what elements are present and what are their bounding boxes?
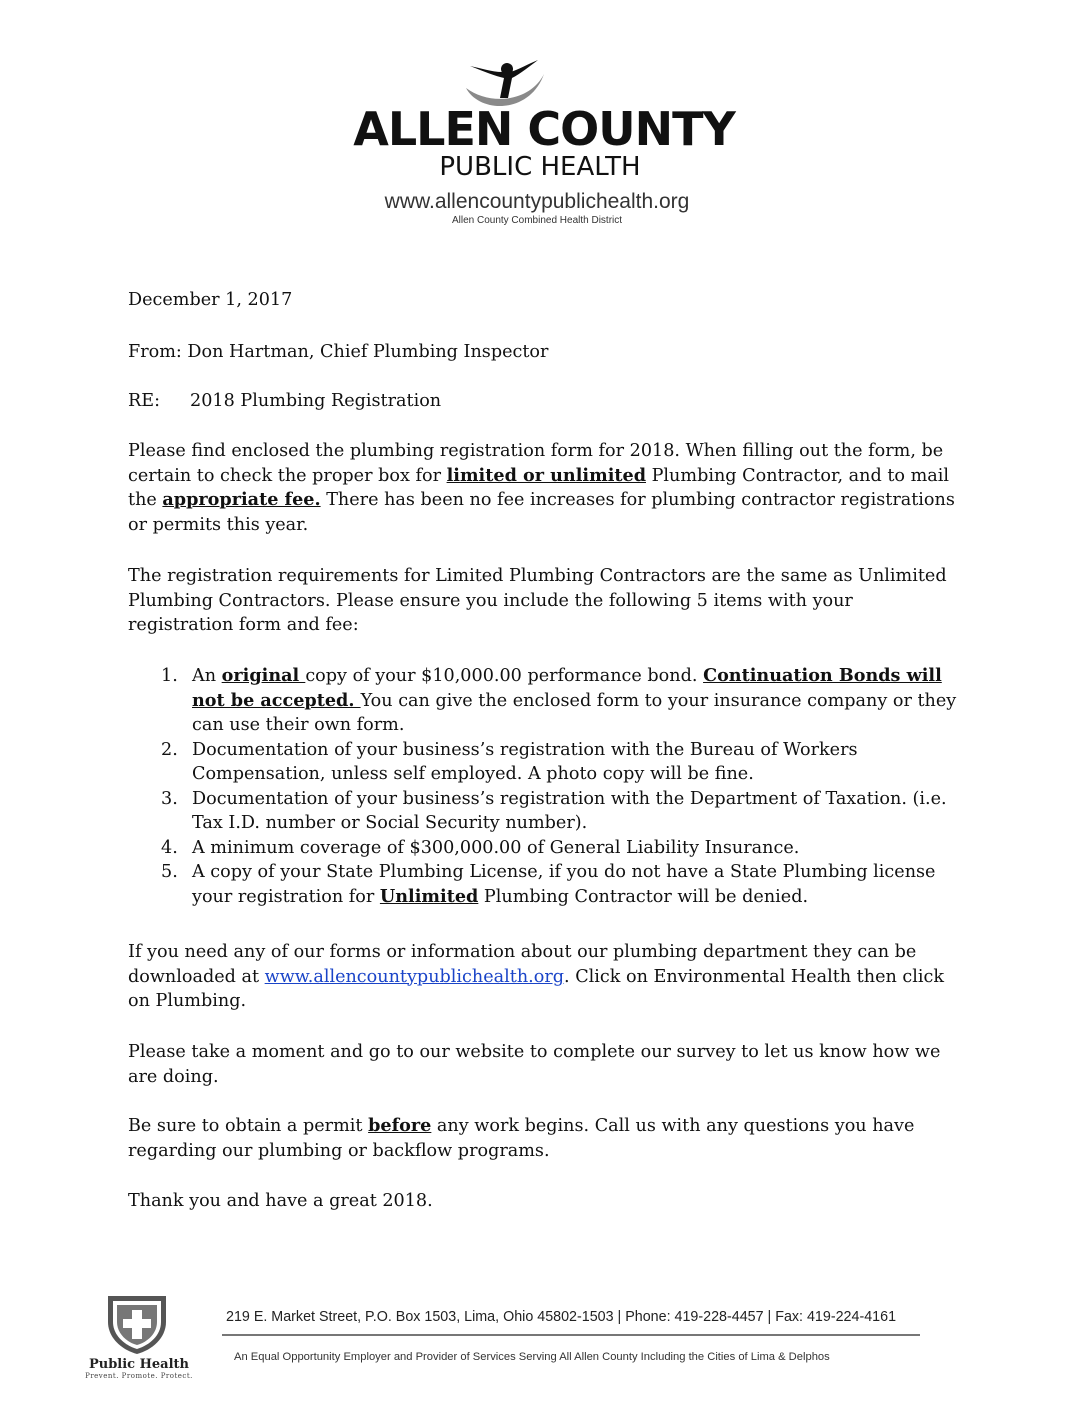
list-item: 2. Documentation of your business’s registration with the Bureau of Workers Compensation, unless self employed. A photo copy will be fine. [161,739,858,784]
org-district: Allen County Combined Health District [451,215,623,226]
footer-brand: Public Health [88,1357,189,1372]
footer-eeo-statement: An Equal Opportunity Employer and Provider of Services Serving All Allen County Including the Cities of Lima & Delphos [234,1351,830,1363]
paragraph-forms-download: If you need any of our forms or information about our plumbing department they can be downloaded at www.allencountypublichealth.org. Click on Environmental Health then click on Plumbing. [128,942,945,1011]
re-subject: 2018 Plumbing Registration [190,391,442,411]
paragraph-requirements: The registration requirements for Limited Plumbing Contractors are the same as Unlimited Plumbing Contractors. Please ensure you include the following 5 items with your registration form and fee: [128,566,947,635]
public-health-shield-logo-icon [100,1292,174,1356]
requirements-list [128,664,963,909]
emphasis-original: original [221,665,306,686]
emphasis-appropriate-fee: appropriate fee. [162,489,321,510]
paragraph-survey: Please take a moment and go to our website to complete our survey to let us know how we are doing. [128,1042,941,1087]
org-subtitle: PUBLIC HEALTH [439,152,641,182]
re-label: RE: [128,391,161,411]
footer-divider [222,1334,920,1336]
emphasis-before: before [368,1115,432,1136]
letter-date: December 1, 2017 [128,290,293,310]
list-item: 4. A minimum coverage of $300,000.00 of General Liability Insurance. [161,837,800,858]
paragraph-permit: Be sure to obtain a permit before any work begins. Call us with any questions you have regarding our plumbing or backflow programs. [128,1115,915,1161]
website-link[interactable]: www.allencountypublichealth.org [264,966,565,987]
emphasis-unlimited: Unlimited [379,885,479,907]
org-name: ALLEN COUNTY [353,102,735,156]
org-website[interactable]: www.allencountypublichealth.org [384,190,690,213]
letter-re [128,389,963,414]
list-item: 3. Documentation of your business’s registration with the Department of Taxation. (i.e. Tax I.D. number or Social Security number). [161,788,947,833]
letter-from: From: Don Hartman, Chief Plumbing Inspector [128,342,549,362]
emphasis-limited-unlimited: limited or unlimited [446,464,646,486]
footer-address: 219 E. Market Street, P.O. Box 1503, Lima, Ohio 45802-1503 | Phone: 419-228-4457 | Fax: 419-224-4161 [226,1309,897,1325]
list-item: 1. An original copy of your $10,000.00 performance bond. Continuation Bonds will not be accepted. You can give the enclosed form to your insurance company or they can use their own form. [161,665,957,735]
paragraph-enclosed-form: Please find enclosed the plumbing registration form for 2018. When filling out the form, be certain to check the proper box for limited or unlimited Plumbing Contractor, and to mail the appropriate fee. There has been no fee increases for plumbing contractor registrations or permits this year. [128,441,955,535]
emphasis-continuation-bonds: Continuation Bonds will not be accepted. [192,665,942,711]
letter-closing: Thank you and have a great 2018. [128,1191,433,1211]
list-item: 5. A copy of your State Plumbing License, if you do not have a State Plumbing license your registration for Unlimited Plumbing Contractor will be denied. [161,862,936,907]
footer-tagline: Prevent. Promote. Protect. [85,1372,193,1380]
